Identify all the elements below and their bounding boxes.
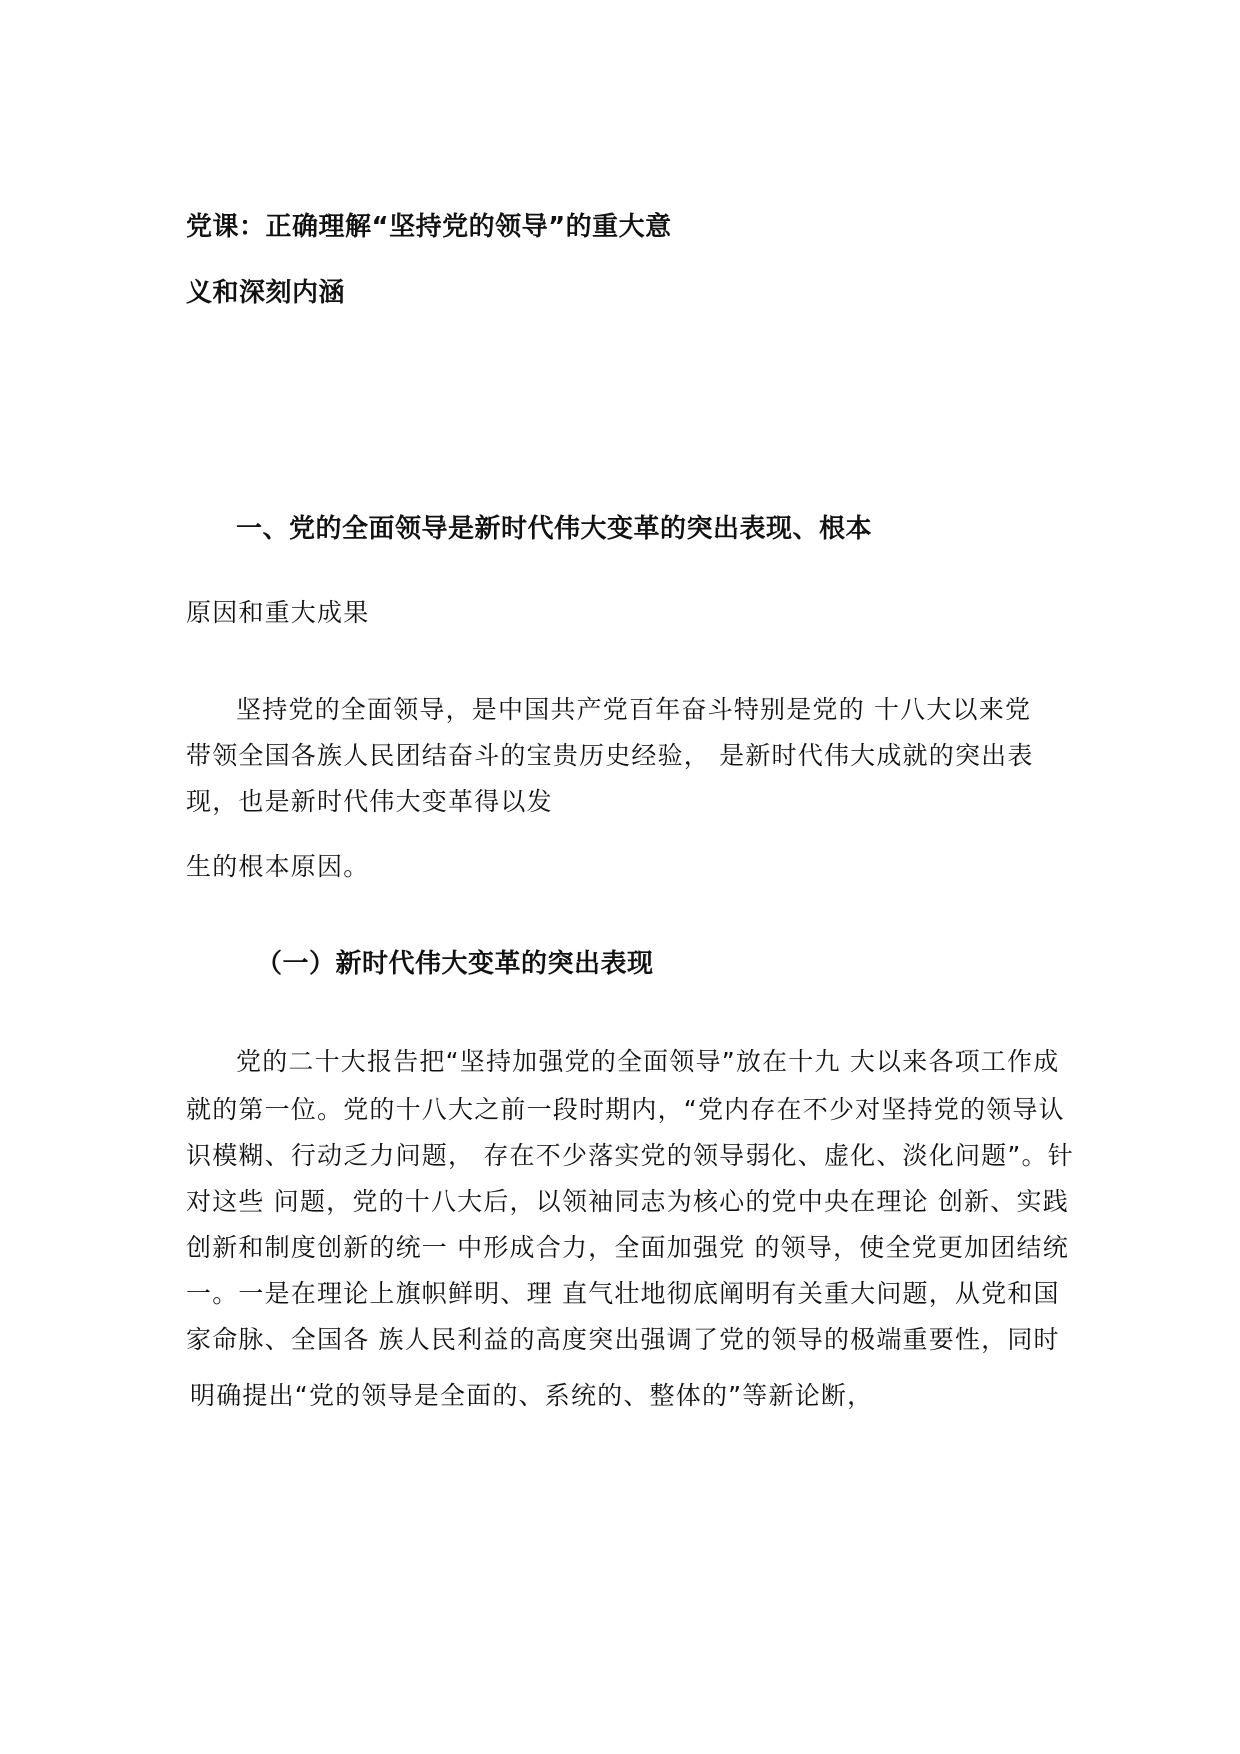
section-heading-line-2: 原因和重大成果 [186,598,370,627]
document-title-line-2: 义和深刻内涵 [186,278,346,308]
paragraph-2-line-7: 家命脉、全国各 族人民利益的高度突出强调了党的领导的极端重要性，同时 [186,1325,1060,1354]
paragraph-2-line-1: 党的二十大报告把“坚持加强党的全面领导”放在十九 大以来各项工作成 [236,1047,1060,1076]
paragraph-1-line-1: 坚持党的全面领导，是中国共产党百年奋斗特别是党的 十八大以来党 [236,695,1032,724]
paragraph-1-line-2: 带领全国各族人民团结奋斗的宝贵历史经验， 是新时代伟大成就的突出表 [186,741,1034,770]
paragraph-2-line-8: 明确提出“党的领导是全面的、系统的、整体的”等新论断， [190,1381,874,1410]
section-heading-line-1: 一、党的全面领导是新时代伟大变革的突出表现、根本 [236,514,873,544]
paragraph-1-line-3: 现，也是新时代伟大变革得以发 [186,787,553,816]
paragraph-1-line-4: 生的根本原因。 [186,852,370,881]
paragraph-2-line-6: 一。一是在理论上旗帜鲜明、理 直气壮地彻底阐明有关重大问题，从党和国 [186,1279,1060,1308]
document-title-line-1: 党课：正确理解“坚持党的领导”的重大意 [186,212,672,242]
paragraph-2-line-3: 识模糊、行动乏力问题， 存在不少落实党的领导弱化、虚化、淡化问题”。针 [186,1141,1074,1170]
paragraph-2-line-5: 创新和制度创新的统一 中形成合力，全面加强党 的领导，使全党更加团结统 [186,1233,1069,1262]
paragraph-2-line-2: 就的第一位。党的十八大之前一段时期内，“党内存在不少对坚持党的领导认 [186,1095,1065,1124]
subsection-heading: （一）新时代伟大变革的突出表现 [256,949,654,979]
paragraph-2-line-4: 对这些 问题，党的十八大后，以领袖同志为核心的党中央在理论 创新、实践 [186,1187,1069,1216]
